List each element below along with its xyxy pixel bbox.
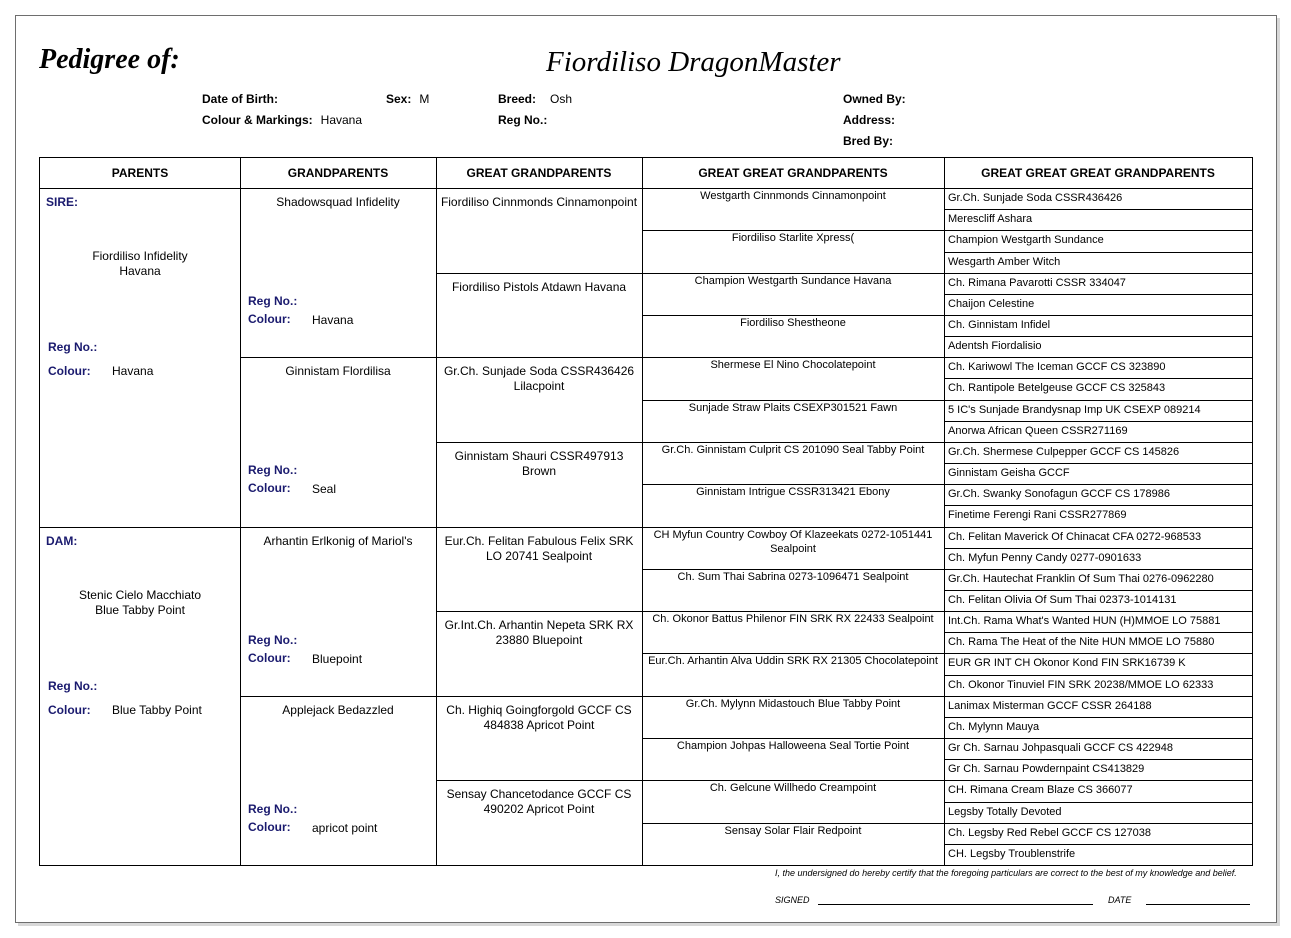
colour-label: Colour: [248,819,291,834]
great-great-great-grandparent-name: Int.Ch. Rama What's Wanted HUN (H)MMOE LO 75881 [948,615,1221,628]
great-great-great-grandparent-name: Ch. Myfun Penny Candy 0277-0901633 [948,551,1142,564]
colour-label: Colour: [248,481,291,496]
row-divider [240,696,436,697]
great-great-grandparent-name: Ginnistam Intrigue CSSR313421 Ebony [696,486,890,499]
great-great-great-grandparent-name: Lanimax Misterman GCCF CSSR 264188 [948,699,1152,712]
parent-role: DAM: [46,533,78,548]
column-header: GREAT GRANDPARENTS [466,166,612,180]
grandparent-name: Arhantin Erlkonig of Mariol's [263,533,413,548]
bred-label: Bred By: [843,134,894,148]
great-great-great-grandparent-name: Gr.Ch. Sunjade Soda CSSR436426 [948,192,1123,204]
great-great-great-grandparent-name: Legsby Totally Devoted [948,805,1062,818]
dob-field [202,92,278,106]
great-great-great-grandparent-name: Ginnistam Geisha GCCF [948,467,1070,479]
great-great-grandparent-name: Sunjade Straw Plaits CSEXP301521 Fawn [688,401,898,414]
great-great-great-grandparent-name: Wesgarth Amber Witch [948,255,1061,268]
date-label: DATE [1108,895,1132,905]
sex-field [386,92,429,106]
great-great-great-grandparent-name: Gr.Ch. Swanky Sonofagun GCCF CS 178986 [948,488,1170,501]
great-great-great-grandparent-name: Ch. Felitan Olivia Of Sum Thai 02373-1014131 [948,594,1177,606]
great-great-grandparent-name: Gr.Ch. Mylynn Midastouch Blue Tabby Point [685,697,901,710]
great-great-great-grandparent-name: Anorwa African Queen CSSR271169 [948,424,1128,437]
bred-field [843,134,893,148]
great-great-grandparent-name: Fiordiliso Shestheone [740,316,846,329]
row-divider [436,611,642,612]
grandparent-name: Ginnistam Flordilisa [285,364,391,379]
great-great-great-grandparent-name: Ch. Okonor Tinuviel FIN SRK 20238/MMOE LO 62333 [948,678,1214,691]
great-grandparent-name: Fiordiliso Cinnmonds Cinnamonpoint [440,195,638,209]
column-header: PARENTS [111,166,169,180]
parent-name: Stenic Cielo Macchiato [78,587,202,602]
pedigree-grid [39,157,1253,866]
reg-label: Reg No.: [248,463,298,478]
great-great-grandparent-name: Champion Westgarth Sundance Havana [694,274,892,287]
owned-field [843,92,906,106]
parent-sub: Havana [119,264,161,278]
great-grandparent-name: Ch. Highiq Goingforgold GCCF CS 484838 Apricot Point [446,702,632,732]
row-divider [436,273,642,274]
row-divider [436,780,642,781]
colour-label: Colour: [248,650,291,665]
great-great-grandparent-name: Ch. Okonor Battus Philenor FIN SRK RX 22433 Sealpoint [652,613,934,626]
great-great-great-grandparent-name: Finetime Ferengi Rani CSSR277869 [948,509,1127,522]
row-divider [40,527,240,528]
great-great-grandparent-name: Gr.Ch. Ginnistam Culprit CS 201090 Seal Tabby Point [661,443,925,456]
great-great-grandparent-name: Westgarth Cinnmonds Cinnamonpoint [700,190,886,202]
grandparent-colour: apricot point [312,820,378,835]
great-great-great-grandparent-name: Ch. Mylynn Mauya [948,720,1040,733]
great-great-grandparent-name: CH Myfun Country Cowboy Of Klazeekats 0272-1051441 Sealpoint [653,528,933,555]
great-great-great-grandparent-name: Gr Ch. Sarnau Johpasquali GCCF CS 422948 [948,742,1174,755]
great-great-great-grandparent-name: CH. Legsby Troublenstrife [948,847,1076,860]
colour-label: Colour & Markings: [202,113,313,127]
grandparent-colour: Seal [312,482,337,497]
column-header: GREAT GREAT GREAT GRANDPARENTS [981,166,1215,180]
colour-label: Colour: [248,312,291,326]
regno-label: Reg No.: [498,113,548,127]
signature-line [818,904,1093,905]
great-great-great-grandparent-name: Ch. Rimana Pavarotti CSSR 334047 [948,276,1126,289]
parent-colour: Blue Tabby Point [112,702,202,717]
date-line [1146,904,1250,905]
signed-label: SIGNED [775,895,810,905]
pedigree-label: Pedigree of: [39,44,180,75]
great-great-grandparent-name: Shermese El Nino Chocolatepoint [710,359,876,372]
colour-label: Colour: [48,364,91,378]
colour-value: Havana [320,113,363,127]
great-great-grandparent-name: Fiordiliso Starlite Xpress( [731,232,855,245]
grandparent-colour: Havana [312,313,354,327]
row-divider [436,442,642,443]
breed-label: Breed: [498,92,537,106]
parent-colour: Havana [112,364,154,378]
great-great-great-grandparent-name: Adentsh Fiordalisio [948,340,1042,353]
dob-label: Date of Birth: [202,92,278,106]
great-great-great-grandparent-name: Gr.Ch. Hautechat Franklin Of Sum Thai 0276-0962280 [948,572,1214,585]
address-label: Address: [843,113,896,127]
great-great-grandparent-name: Sensay Solar Flair Redpoint [724,824,862,837]
great-great-great-grandparent-name: Champion Westgarth Sundance [948,234,1104,247]
reg-label: Reg No.: [48,340,98,354]
reg-label: Reg No.: [248,294,298,308]
row-divider [436,696,642,697]
great-great-great-grandparent-name: CH. Rimana Cream Blaze CS 366077 [948,784,1133,797]
great-grandparent-name: Ginnistam Shauri CSSR497913 Brown [454,448,624,478]
great-great-great-grandparent-name: Ch. Legsby Red Rebel GCCF CS 127038 [948,826,1151,839]
great-great-great-grandparent-name: Chaijon Celestine [948,297,1035,310]
great-grandparent-name: Fiordiliso Pistols Atdawn Havana [451,279,627,294]
reg-label: Reg No.: [48,678,98,693]
great-great-great-grandparent-name: Merescliff Ashara [948,213,1033,226]
column-divider [436,158,437,865]
great-great-great-grandparent-name: Gr Ch. Sarnau Powdernpaint CS413829 [948,763,1145,776]
great-great-great-grandparent-name: Ch. Ginnistam Infidel [948,318,1051,331]
great-great-great-grandparent-name: Gr.Ch. Shermese Culpepper GCCF CS 145826 [948,445,1180,458]
row-divider [436,527,642,528]
parent-sub: Blue Tabby Point [95,602,185,617]
great-grandparent-name: Gr.Int.Ch. Arhantin Nepeta SRK RX 23880 Bluepoint [444,618,634,648]
grandparent-colour: Bluepoint [312,651,363,666]
grandparent-name: Applejack Bedazzled [282,702,394,717]
sex-label: Sex: [386,92,412,106]
address-field [843,113,895,127]
breed-value: Osh [550,92,573,106]
row-divider [240,527,436,528]
great-great-grandparent-name: Ch. Gelcune Willhedo Creampoint [709,782,877,795]
column-divider [642,158,643,865]
great-great-great-grandparent-name: 5 IC's Sunjade Brandysnap Imp UK CSEXP 089214 [948,403,1201,416]
certification-text: I, the undersigned do hereby certify that the foregoing particulars are correct to the best of my knowledge and belief. [775,868,1237,878]
row-divider [436,357,642,358]
reg-label: Reg No.: [248,801,298,816]
great-great-great-grandparent-name: Ch. Rantipole Betelgeuse GCCF CS 325843 [948,382,1166,395]
great-great-great-grandparent-name: Ch. Felitan Maverick Of Chinacat CFA 0272-968533 [948,530,1202,543]
great-grandparent-name: Gr.Ch. Sunjade Soda CSSR436426 Lilacpoint [443,364,635,394]
breed-field [498,92,572,106]
parent-name: Fiordiliso Infidelity [92,249,188,263]
cat-name: Fiordiliso DragonMaster [546,46,841,78]
column-header: GREAT GREAT GRANDPARENTS [698,166,888,180]
great-great-great-grandparent-name: Ch. Kariwowl The Iceman GCCF CS 323890 [948,361,1166,374]
great-grandparent-name: Eur.Ch. Felitan Fabulous Felix SRK LO 20741 Sealpoint [444,533,634,563]
great-great-great-grandparent-name: EUR GR INT CH Okonor Kond FIN SRK16739 K [948,657,1186,670]
great-great-great-grandparent-name: Ch. Rama The Heat of the Nite HUN MMOE LO 75880 [948,636,1215,649]
colour-field [202,113,362,127]
colour-label: Colour: [48,702,91,717]
reg-label: Reg No.: [248,632,298,647]
row-divider [240,357,436,358]
owned-label: Owned By: [843,92,906,106]
regno-field [498,113,547,127]
grandparent-name: Shadowsquad Infidelity [276,195,400,209]
parent-role: SIRE: [46,195,79,209]
great-great-grandparent-name: Eur.Ch. Arhantin Alva Uddin SRK RX 21305 Chocolatepoint [648,655,938,668]
great-grandparent-name: Sensay Chancetodance GCCF CS 490202 Apricot Point [446,787,632,817]
column-header: GRANDPARENTS [287,166,389,180]
great-great-grandparent-name: Champion Johpas Halloweena Seal Tortie Point [676,740,910,753]
sex-value: M [419,92,430,106]
great-great-grandparent-name: Ch. Sum Thai Sabrina 0273-1096471 Sealpoint [677,570,909,583]
column-divider [240,158,241,865]
